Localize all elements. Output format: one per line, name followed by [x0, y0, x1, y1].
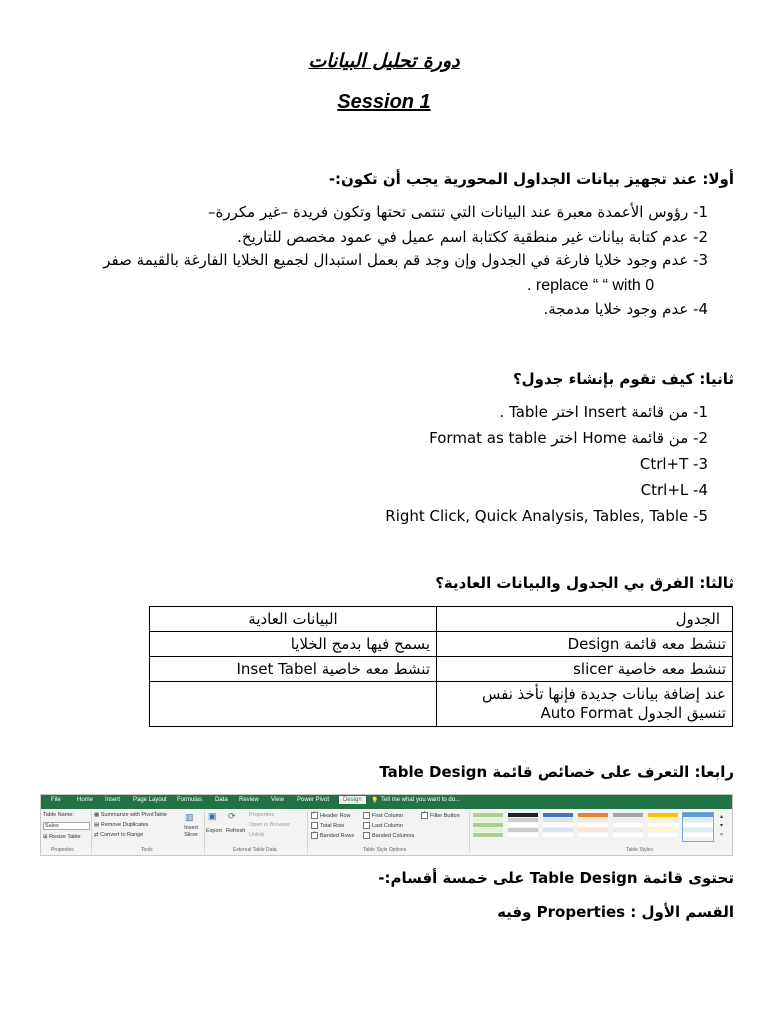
table-cell: تنشط معه قائمة Design: [437, 632, 733, 657]
section1-heading: أولا: عند تجهيز بيانات الجداول المحورية يجب أن تكون:-: [328, 170, 734, 188]
table-header-row: [150, 607, 733, 632]
banded-columns-option: [363, 832, 414, 839]
refresh-icon: ⟳: [228, 811, 236, 821]
table-style-swatch: [648, 813, 678, 841]
section1-item-1: 1- رؤوس الأعمدة معبرة عند البيانات التي تنتمى تحتها وتكون فريدة –غير مكررة–: [207, 203, 708, 221]
export-button: Export: [206, 828, 222, 834]
last-column-label: Last Column: [372, 822, 403, 829]
section1-item-4: 4- عدم وجود خلايا مدمجة.: [543, 300, 708, 318]
first-column-label: First Column: [372, 812, 404, 819]
table-header-cell: الجدول: [437, 607, 733, 632]
checkbox-checked-icon: [311, 812, 318, 819]
section5-heading: تحتوى قائمة Table Design على خمسة أقسام:-: [378, 869, 734, 887]
checkbox-icon: [363, 832, 370, 839]
properties-button: Properties: [249, 812, 275, 818]
convert-range-label: Convert to Range: [100, 832, 144, 838]
first-column-option: [363, 812, 403, 819]
filter-button-label: Filter Button: [430, 812, 460, 819]
ribbon-separator: [469, 811, 470, 853]
resize-table-button: [43, 834, 81, 840]
gallery-scroll-icon: ▴ ▾ ▿: [720, 814, 724, 838]
tools-group-label: Tools: [141, 847, 153, 853]
resize-icon: ⊞: [43, 834, 48, 840]
section1-item-3-cont: . replace “ “ with 0: [527, 277, 655, 294]
external-data-group-label: External Table Data: [233, 847, 277, 853]
excel-ribbon-screenshot: [40, 794, 733, 856]
filter-button-option: [421, 812, 460, 819]
pivot-icon: ▦: [94, 812, 100, 818]
table-style-swatch: [473, 813, 503, 841]
total-row-label: Total Row: [320, 822, 345, 829]
section2-item-4: 4- Ctrl+L: [640, 481, 708, 499]
checkbox-icon: [363, 812, 370, 819]
ribbon-separator: [307, 811, 308, 853]
table-style-swatch: [543, 813, 573, 841]
checkbox-checked-icon: [311, 832, 318, 839]
banded-rows-option: [311, 832, 354, 839]
section5-subheading: القسم الأول : Properties وفيه: [497, 903, 734, 921]
ribbon-tab-file: File: [51, 797, 61, 803]
section3-heading: ثالثا: الفرق بي الجدول والبيانات العادية؟: [435, 574, 734, 592]
checkbox-checked-icon: [421, 812, 428, 819]
ribbon-tab-insert: Insert: [105, 797, 121, 803]
table-row: [150, 632, 733, 657]
remove-duplicates-icon: ▤: [94, 822, 100, 828]
ribbon-tab-view: View: [271, 797, 284, 803]
banded-rows-label: Banded Rows: [320, 832, 355, 839]
remove-duplicates-button: [94, 822, 148, 828]
total-row-option: [311, 822, 344, 829]
ribbon-tab-design: Design: [339, 796, 366, 804]
table-style-swatch: [578, 813, 608, 841]
unlink-button: Unlink: [249, 832, 265, 838]
ribbon-tell-me: Tell me what you want to do...: [381, 797, 461, 803]
ribbon-separator: [91, 811, 92, 853]
ribbon-tab-power-pivot: Power Pivot: [297, 797, 330, 803]
comparison-table: [149, 606, 733, 727]
table-row: [150, 682, 733, 727]
header-row-label: Header Row: [320, 812, 351, 819]
table-name-input: Sales: [43, 822, 90, 830]
table-header-cell: البيانات العادية: [150, 607, 437, 632]
ribbon-tab-bar: [41, 795, 732, 809]
ribbon-tab-page-layout: Page Layout: [133, 797, 167, 803]
table-cell: تنشط معه خاصية Inset Tabel: [150, 657, 437, 682]
table-style-swatch-selected: [683, 813, 713, 841]
section2-item-3: 3- Ctrl+T: [639, 455, 708, 473]
table-style-swatch: [508, 813, 538, 841]
header-row-option: [311, 812, 351, 819]
slicer-icon: ▥: [185, 812, 194, 822]
section1-item-3: 3- عدم وجود خلايا فارغة في الجدول وإن وجد قم بعمل استبدال لجميع الخلايا الفارغة بالقيمة صفر: [103, 251, 708, 269]
ribbon-tab-formulas: Formulas: [177, 797, 203, 803]
convert-range-button: [94, 832, 143, 838]
section2-item-2: 2- من قائمة Home اختر Format as table: [429, 429, 708, 447]
section2-item-5: 5- Right Click, Quick Analysis, Tables, Table: [385, 507, 708, 525]
table-cell: عند إضافة بيانات جديدة فإنها تأخذ نفس تنسيق الجدول Auto Format: [437, 682, 733, 727]
style-options-group-label: Table Style Options: [363, 847, 407, 853]
ribbon-tab-review: Review: [239, 797, 259, 803]
ribbon-tab-home: Home: [77, 797, 94, 803]
table-cell: تنشط معه خاصية slicer: [437, 657, 733, 682]
resize-table-label: Resize Table: [49, 834, 81, 840]
section4-heading: رابعا: التعرف على خصائص قائمة Table Design: [379, 763, 734, 781]
document-title-session: Session 1: [337, 91, 431, 113]
banded-columns-label: Banded Columns: [372, 832, 415, 839]
insert-slicer-button: Insert Slicer: [184, 825, 198, 838]
ribbon-separator: [204, 811, 205, 853]
refresh-button: Refresh: [226, 828, 246, 834]
section1-item-2: 2- عدم كتابة بيانات غير منطقية ككتابة اسم عميل في عمود مخصص للتاريخ.: [237, 228, 708, 246]
section2-heading: ثانيا: كيف تقوم بإنشاء جدول؟: [512, 370, 734, 388]
table-cell: [150, 682, 437, 727]
table-row: [150, 657, 733, 682]
properties-group-label: Properties: [51, 847, 74, 853]
remove-duplicates-label: Remove Duplicates: [100, 822, 149, 828]
table-styles-group-label: Table Styles: [626, 847, 653, 853]
table-style-swatch: [613, 813, 643, 841]
convert-icon: ⇄: [94, 832, 99, 838]
section2-item-1: 1- من قائمة Insert اختر Table .: [499, 403, 708, 421]
last-column-option: [363, 822, 403, 829]
export-icon: ▣: [208, 811, 217, 821]
table-name-label: Table Name:: [43, 812, 74, 818]
ribbon-tab-data: Data: [215, 797, 228, 803]
lightbulb-icon: 💡: [371, 798, 379, 804]
summarize-pivot-button: [94, 812, 167, 818]
checkbox-icon: [311, 822, 318, 829]
document-title-arabic: دورة تحليل البيانات: [308, 50, 460, 72]
checkbox-icon: [363, 822, 370, 829]
open-browser-button: Open in Browser: [249, 822, 290, 828]
table-cell: يسمح فيها بدمج الخلايا: [150, 632, 437, 657]
summarize-pivot-label: Summarize with PivotTable: [100, 812, 167, 818]
